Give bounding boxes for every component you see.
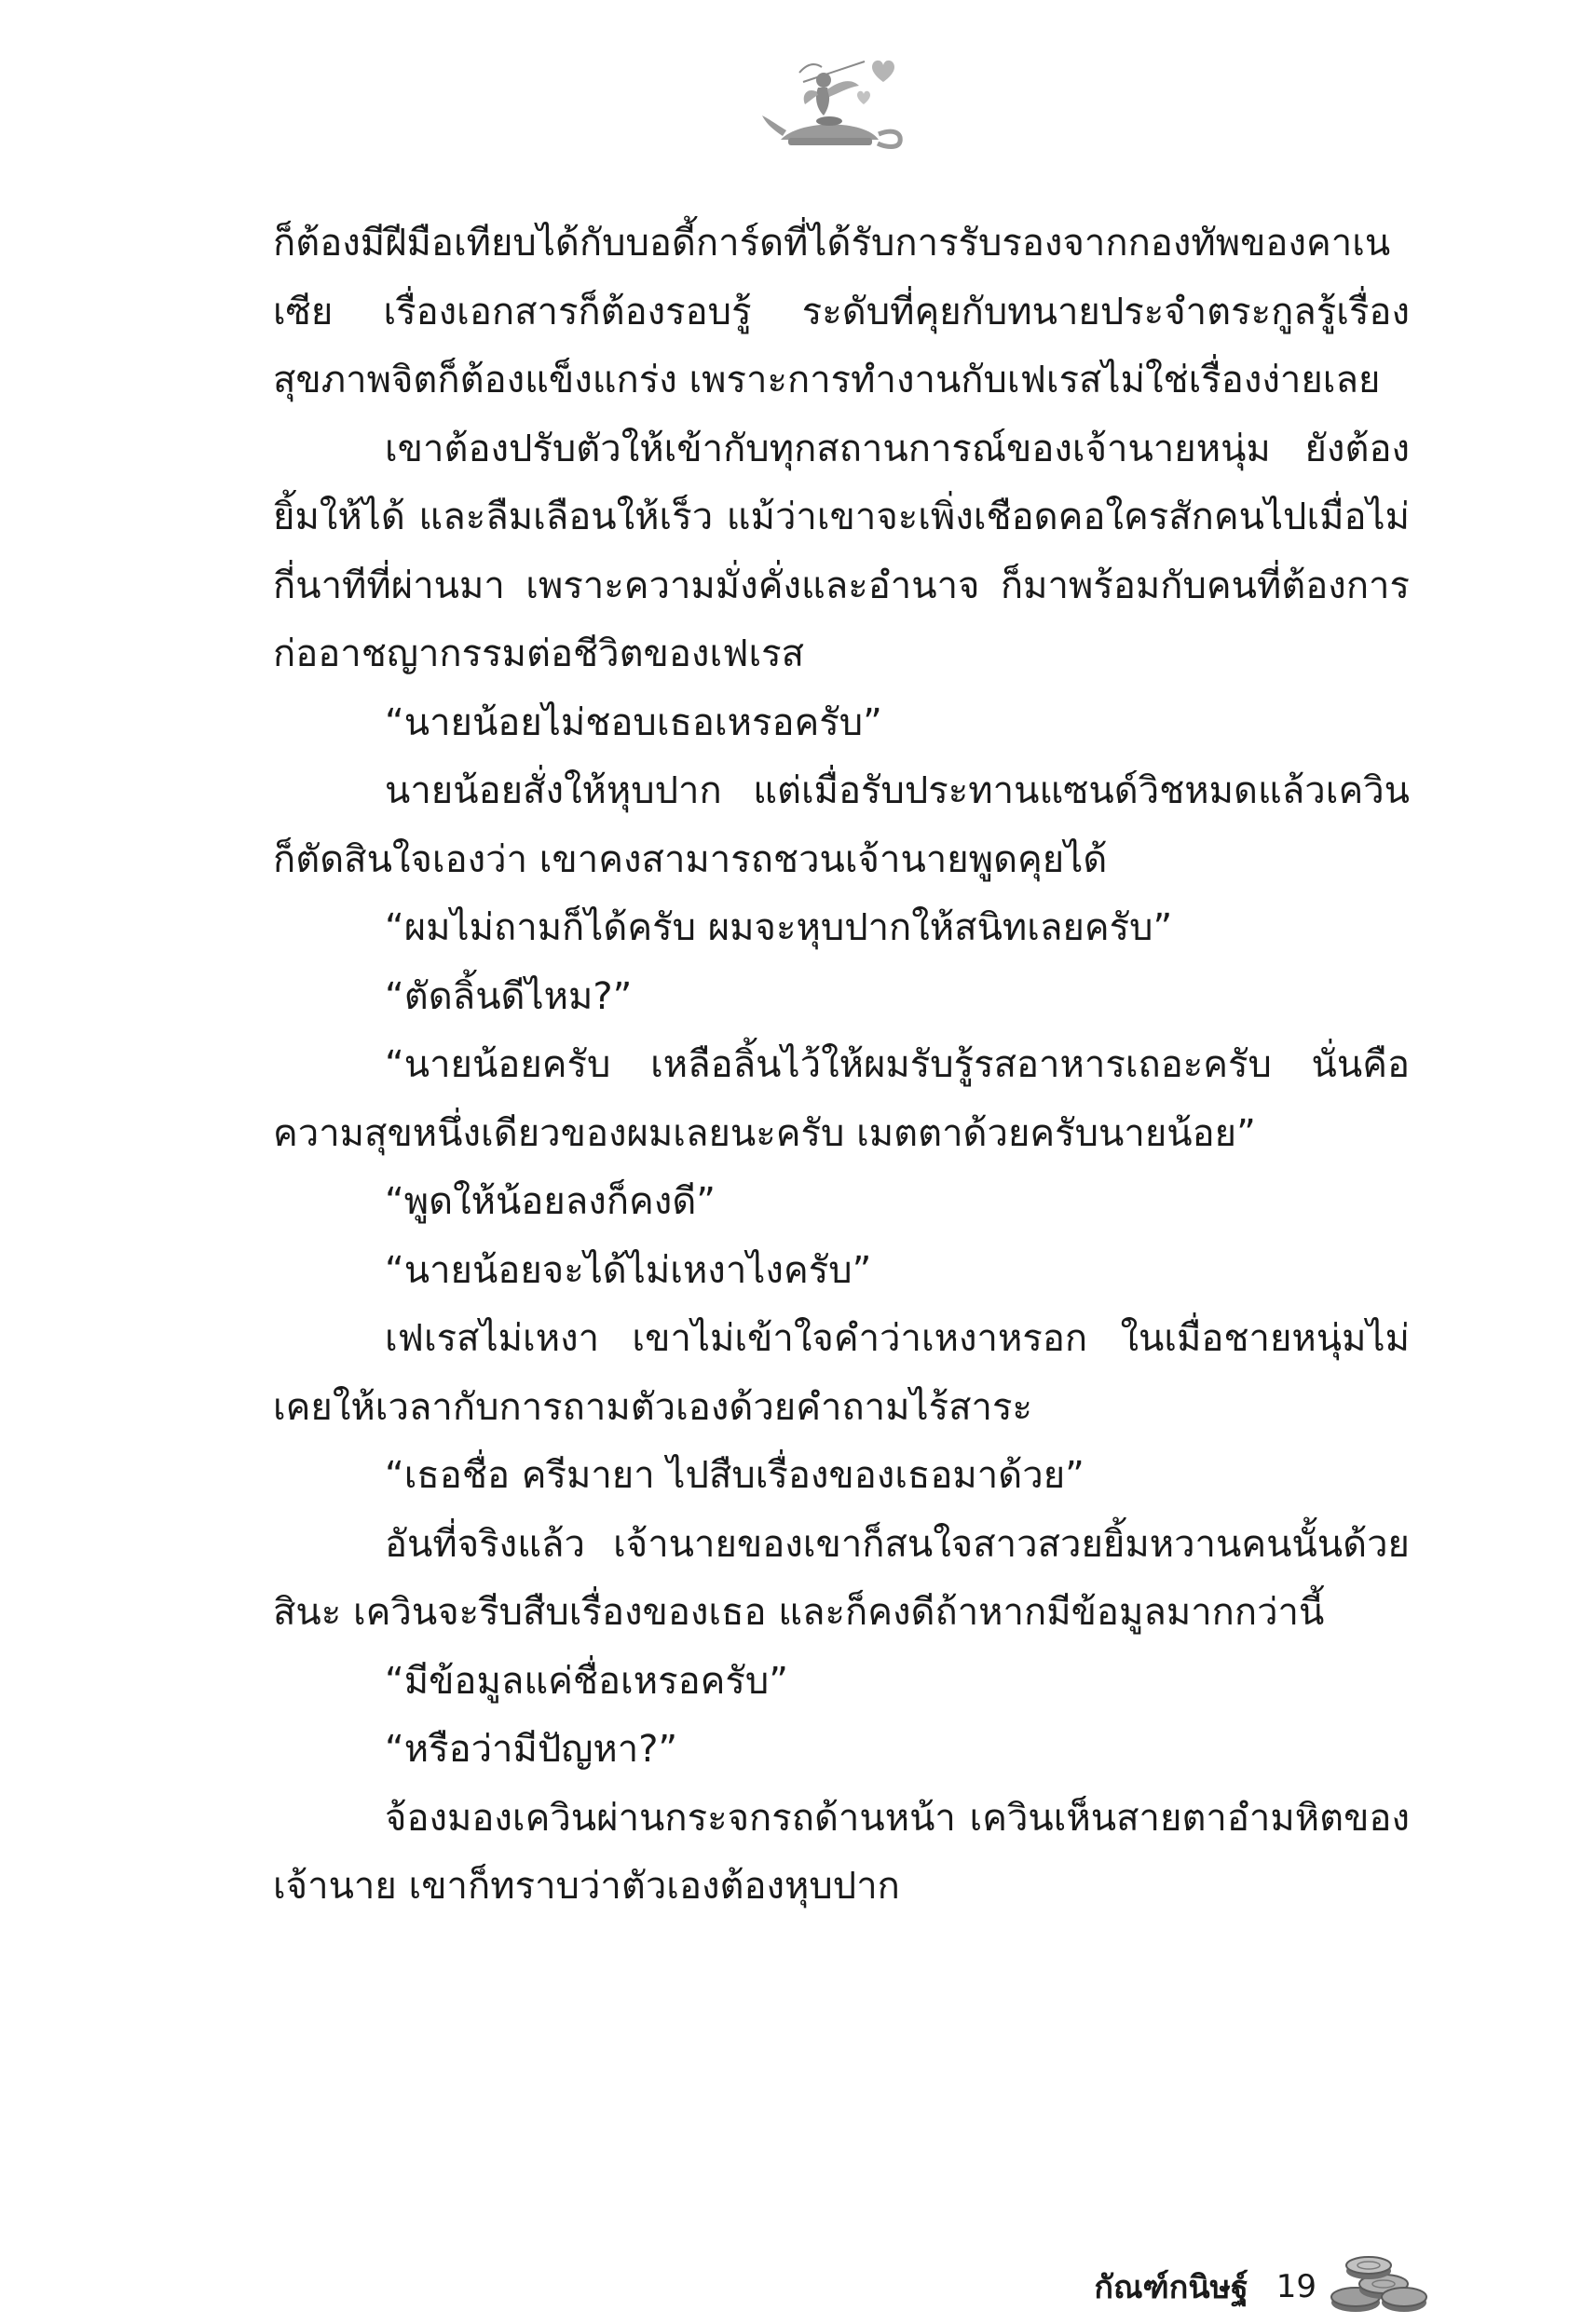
page-number: 19: [1275, 2268, 1316, 2305]
cupid-teapot-ornament-icon: [762, 54, 911, 166]
paragraph: เขาต้องปรับตัวให้เข้ากับทุกสถานการณ์ของเจ้านายหนุ่ม ยังต้องยิ้มให้ได้ และลืมเลือนให้เร็ว แม้ว่าเขาจะเพิ่งเชือดคอใครสักคนไปเมื่อไม่กี่นาทีที่ผ่านมา เพราะความมั่งคั่งและอำนาจ ก็มาพร้อมกับคนที่ต้องการก่ออาชญากรรมต่อชีวิตของเฟเรส: [273, 427, 1410, 675]
paragraph: “นายน้อยไม่ชอบเธอเหรอครับ”: [385, 700, 882, 744]
paragraph: “หรือว่ามีปัญหา?”: [385, 1728, 678, 1771]
paragraph: “นายน้อยจะได้ไม่เหงาไงครับ”: [385, 1248, 872, 1292]
paragraph: จ้องมองเควินผ่านกระจกรถด้านหน้า เควินเห็นสายตาอำมหิตของเจ้านาย เขาก็ทราบว่าตัวเองต้องหุบปาก: [273, 1796, 1410, 1908]
paragraph: “มีข้อมูลแค่ชื่อเหรอครับ”: [385, 1659, 788, 1703]
book-title: กัณฑ์กนิษฐ์: [1094, 2269, 1248, 2306]
paragraph: ก็ต้องมีฝีมือเทียบได้กับบอดี้การ์ดที่ได้รับการรับรองจากกองทัพของคาเนเซีย เรื่องเอกสารก็ต้องรอบรู้ ระดับที่คุยกับทนายประจำตระกูลรู้เรื่อง สุขภาพจิตก็ต้องแข็งแกร่ง เพราะการทำงานกับเฟเรสไม่ใช่เรื่องง่ายเลย: [273, 222, 1410, 401]
paragraph: “เธอชื่อ ครีมายา ไปสืบเรื่องของเธอมาด้วย”: [385, 1454, 1084, 1497]
stacked-coins-icon: [1328, 2245, 1430, 2319]
paragraph: “ผมไม่ถามก็ได้ครับ ผมจะหุบปากให้สนิทเลยครับ”: [385, 906, 1173, 949]
paragraph: นายน้อยสั่งให้หุบปาก แต่เมื่อรับประทานแซนด์วิชหมดแล้วเควินก็ตัดสินใจเองว่า เขาคงสามารถชวนเจ้านายพูดคุยได้: [273, 769, 1410, 881]
paragraph: อันที่จริงแล้ว เจ้านายของเขาก็สนใจสาวสวยยิ้มหวานคนนั้นด้วยสินะ เควินจะรีบสืบเรื่องของเธอ และก็คงดีถ้าหากมีข้อมูลมากกว่านี้: [273, 1522, 1410, 1634]
paragraph: เฟเรสไม่เหงา เขาไม่เข้าใจคำว่าเหงาหรอก ในเมื่อชายหนุ่มไม่เคยให้เวลากับการถามตัวเองด้วยคำถามไร้สาระ: [273, 1317, 1410, 1429]
paragraph: “ตัดลิ้นดีไหม?”: [385, 974, 633, 1018]
paragraph: “พูดให้น้อยลงก็คงดี”: [385, 1180, 716, 1223]
body-text: [273, 210, 1410, 1922]
page-footer: [1094, 2249, 1316, 2324]
paragraph: “นายน้อยครับ เหลือลิ้นไว้ให้ผมรับรู้รสอาหารเถอะครับ นั่นคือความสุขหนึ่งเดียวของผมเลยนะครับ เมตตาด้วยครับนายน้อย”: [273, 1043, 1410, 1155]
